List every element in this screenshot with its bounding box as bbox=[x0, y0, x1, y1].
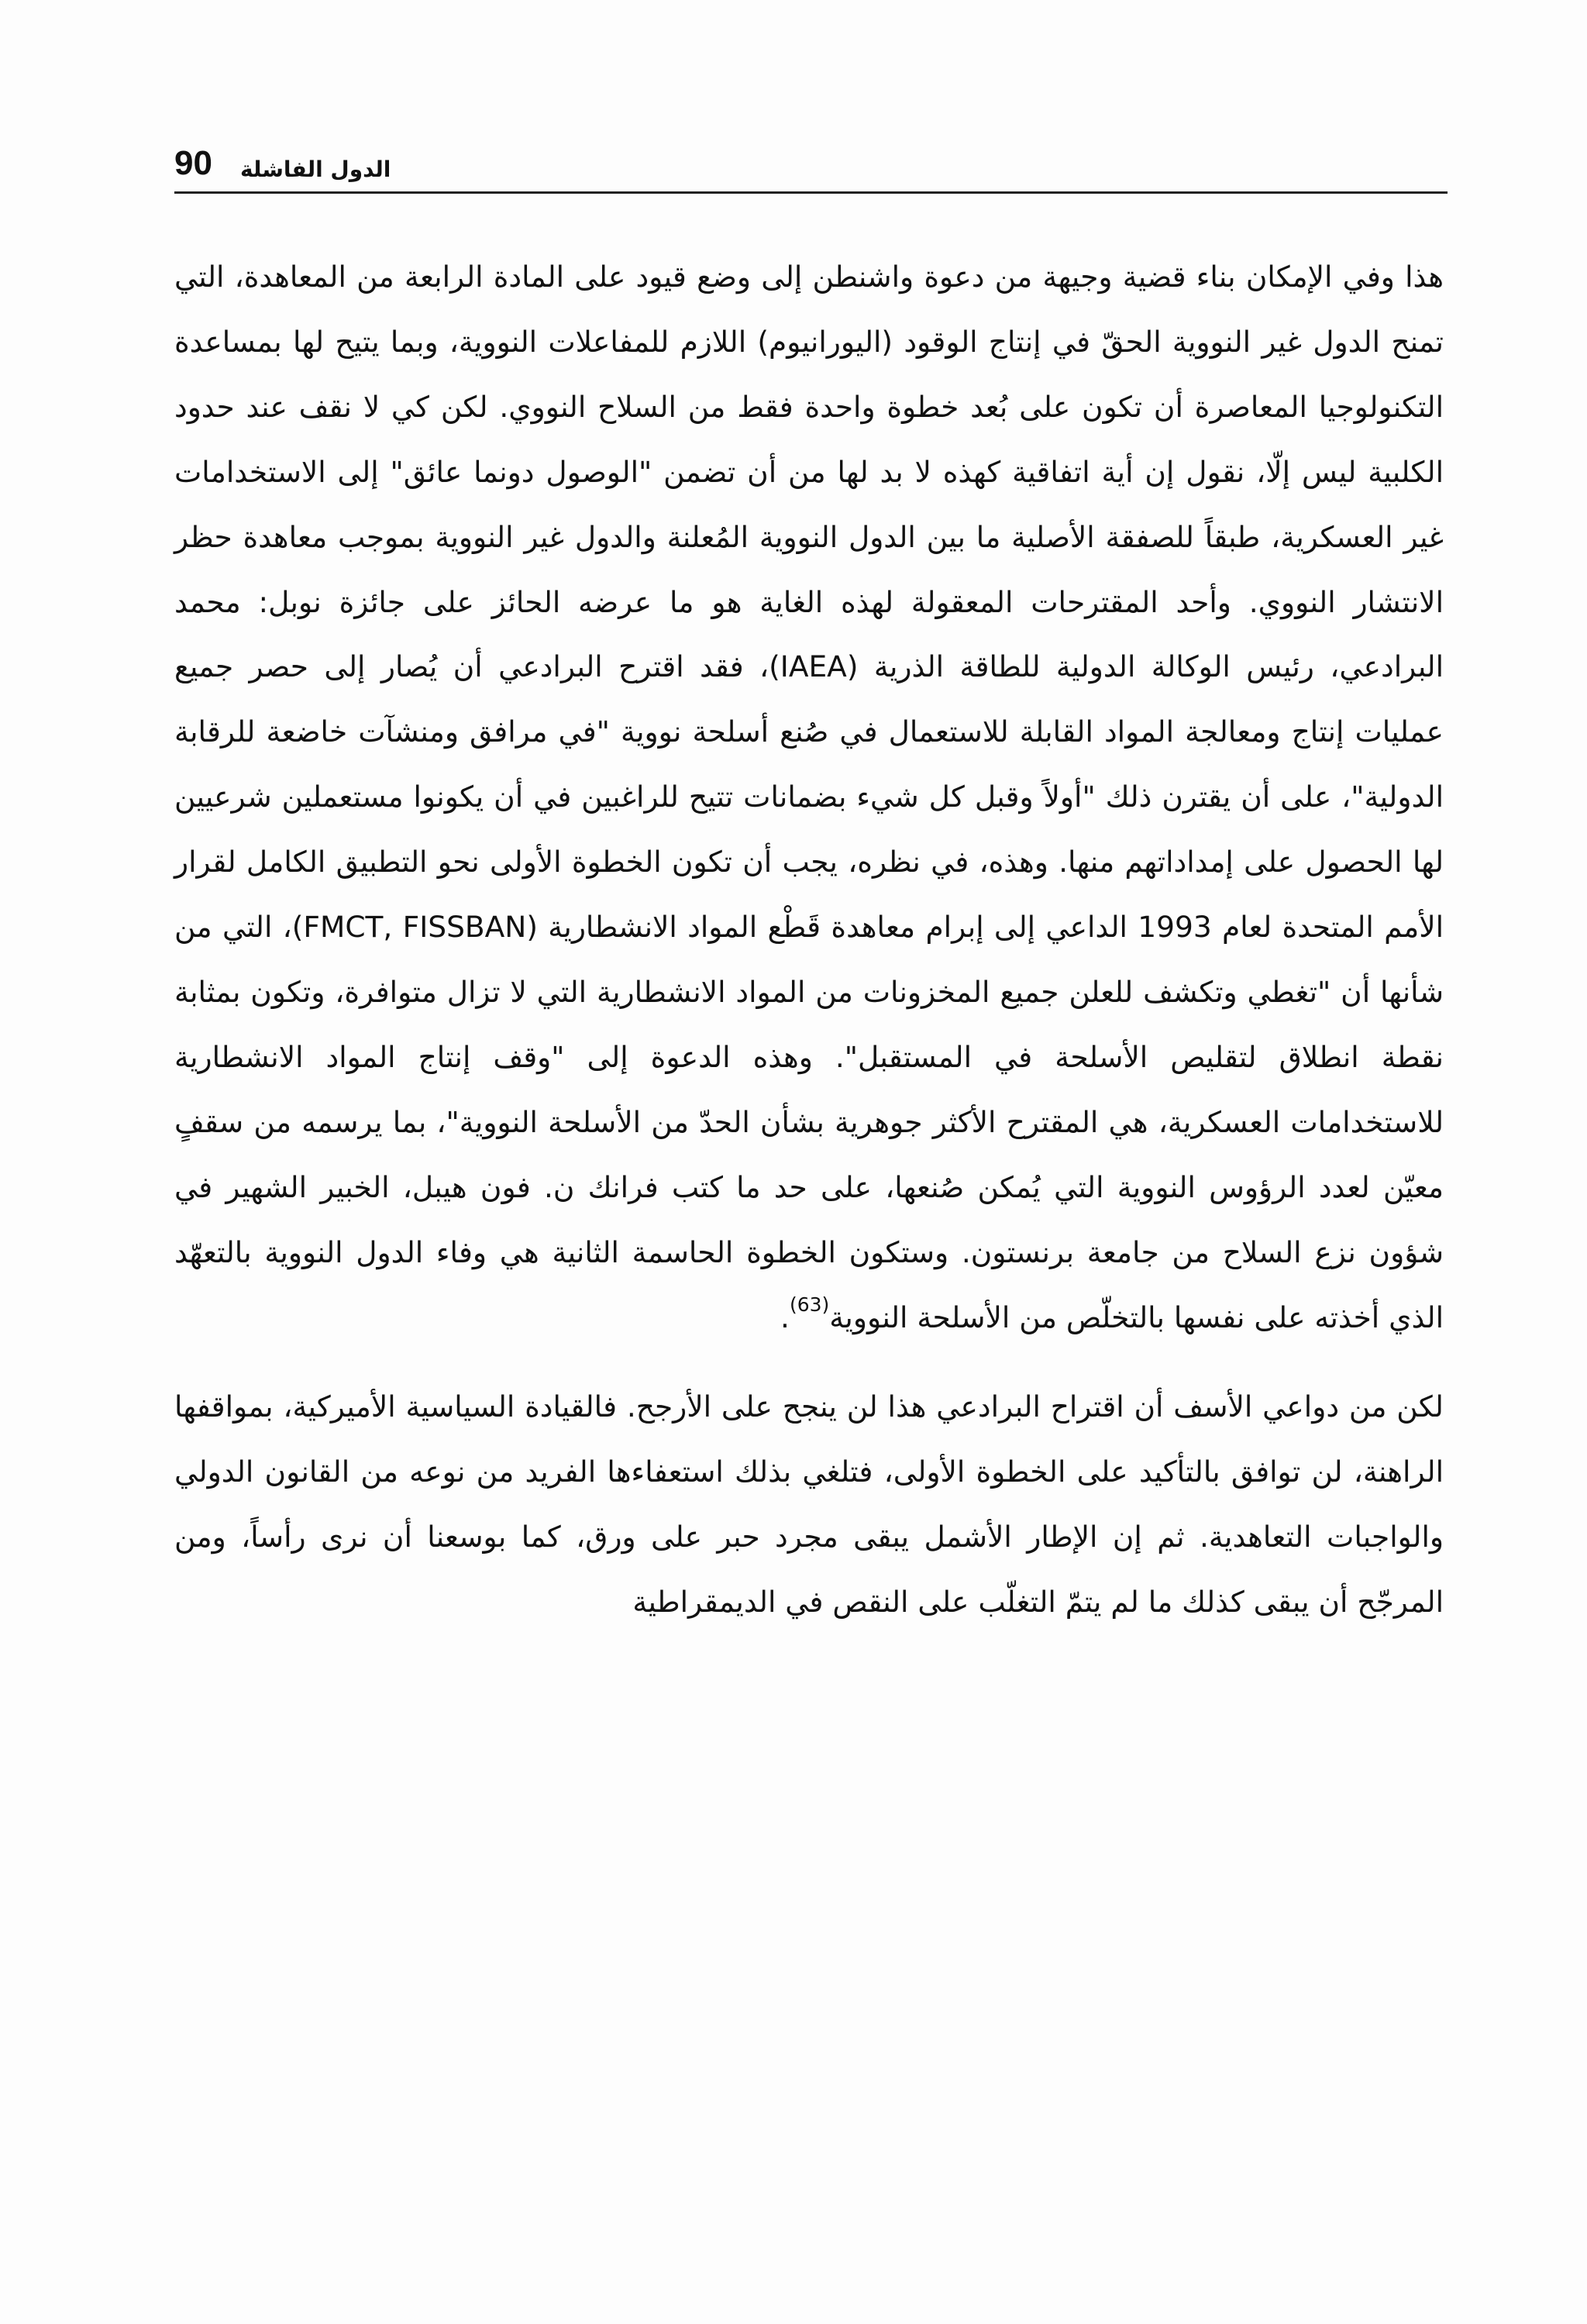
footnote-marker: (63) bbox=[789, 1293, 830, 1316]
page-header bbox=[174, 124, 1448, 194]
paragraph-1-text: هذا وفي الإمكان بناء قضية وجيهة من دعوة واشنطن إلى وضع قيود على المادة الرابعة من المعاهدة، التي تمنح الدول غير النووية الحقّ في إنتاج الوقود (اليورانيوم) اللازم للمفاعلات النووية، وبما يتيح لها بمساعدة التكنولوجيا المعاصرة أن تكون على بُعد خطوة واحدة فقط من السلاح النووي. لكن كي لا نقف عند حدود الكلبية ليس إلّا، نقول إن أية اتفاقية كهذه لا بد لها من أن تضمن "الوصول دونما عائق" إلى الاستخدامات غير العسكرية، طبقاً للصفقة الأصلية ما بين الدول النووية المُعلنة والدول غير النووية بموجب معاهدة حظر الانتشار النووي. وأحد المقترحات المعقولة لهذه الغاية هو ما عرضه الحائز على جائزة نوبل: محمد البرادعي، رئيس الوكالة الدولية للطاقة الذرية (IAEA)، فقد اقترح البرادعي أن يُصار إلى حصر جميع عمليات إنتاج ومعالجة المواد القابلة للاستعمال في صُنع أسلحة نووية "في مرافق ومنشآت خاضعة للرقابة الدولية"، على أن يقترن ذلك "أولاً وقبل كل شيء بضمانات تتيح للراغبين في أن يكونوا مستعملين شرعيين لها الحصول على إمداداتهم منها. وهذه، في نظره، يجب أن تكون الخطوة الأولى نحو التطبيق الكامل لقرار الأمم المتحدة لعام 1993 الداعي إلى إبرام معاهدة قَطْع المواد الانشطارية (FMCT, FISSBAN)، التي من شأنها أن "تغطي وتكشف للعلن جميع المخزونات من المواد الانشطارية التي لا تزال متوافرة، وتكون بمثابة نقطة انطلاق لتقليص الأسلحة في المستقبل". وهذه الدعوة إلى "وقف إنتاج المواد الانشطارية للاستخدامات العسكرية، هي المقترح الأكثر جوهرية بشأن الحدّ من الأسلحة النووية"، بما يرسمه من سقفٍ معيّن لعدد الرؤوس النووية التي يُمكن صُنعها، على حد ما كتب فرانك ن. فون هيبل، الخبير الشهير في شؤون نزع السلاح من جامعة برنستون. وستكون الخطوة الحاسمة الثانية هي وفاء الدول النووية بالتعهّد الذي أخذته على نفسها بالتخلّص من الأسلحة النووية bbox=[174, 260, 1444, 1334]
body-text bbox=[174, 245, 1444, 1635]
page-number: 90 bbox=[174, 144, 212, 182]
paragraph-1-end: . bbox=[780, 1300, 790, 1334]
running-title: الدول الفاشلة bbox=[239, 157, 391, 182]
paragraph-1 bbox=[174, 245, 1444, 1350]
paragraph-2 bbox=[174, 1375, 1444, 1635]
paragraph-2-text: لكن من دواعي الأسف أن اقتراح البرادعي هذا لن ينجح على الأرجح. فالقيادة السياسية الأميركية، بمواقفها الراهنة، لن توافق بالتأكيد على الخطوة الأولى، فتلغي بذلك استعفاءها الفريد من نوعه من القانون الدولي والواجبات التعاهدية. ثم إن الإطار الأشمل يبقى مجرد حبر على ورق، كما بوسعنا أن نرى رأساً، ومن المرجّح أن يبقى كذلك ما لم يتمّ التغلّب على النقص في الديمقراطية bbox=[174, 1389, 1444, 1620]
